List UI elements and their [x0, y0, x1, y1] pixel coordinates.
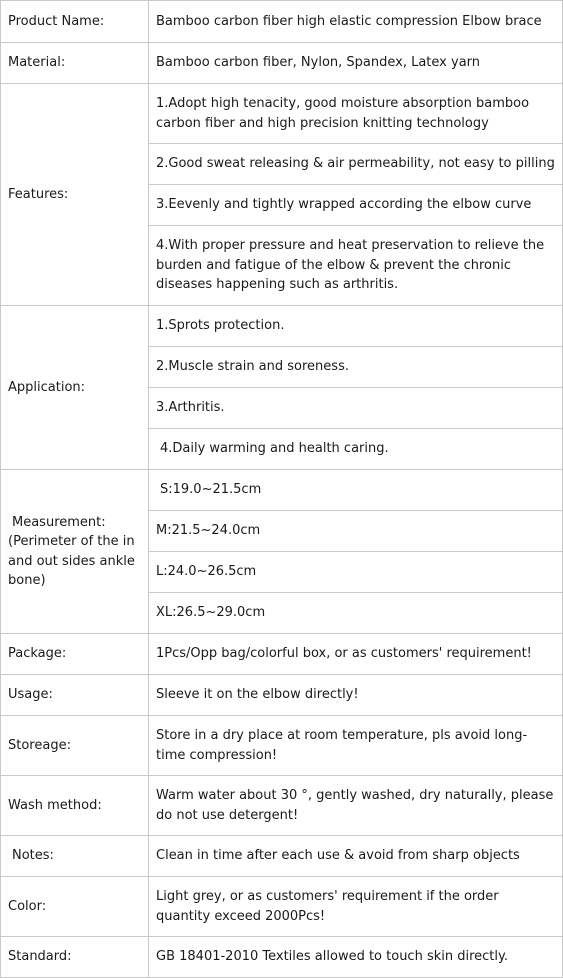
- label-notes-text: Notes:: [12, 848, 54, 864]
- value-material: Bamboo carbon fiber, Nylon, Spandex, Latex yarn: [149, 43, 563, 84]
- label-storeage: Storeage:: [1, 716, 149, 776]
- value-measurement-s-text: S:19.0~21.5cm: [160, 482, 262, 498]
- value-application-4: [149, 429, 563, 470]
- label-features: Features:: [1, 84, 149, 306]
- label-measurement-note: (Perimeter of the in and out sides ankle bone): [8, 534, 135, 588]
- value-color: Light grey, or as customers' requirement if the order quantity exceed 2000Pcs!: [149, 877, 563, 937]
- label-material: Material:: [1, 43, 149, 84]
- value-features-3: 3.Eevenly and tightly wrapped according the elbow curve: [149, 185, 563, 226]
- value-storeage: Store in a dry place at room temperature, pls avoid long-time compression!: [149, 716, 563, 776]
- label-usage: Usage:: [1, 675, 149, 716]
- row-package: [1, 634, 563, 675]
- label-standard: Standard:: [1, 937, 149, 978]
- label-notes: [1, 836, 149, 877]
- row-standard: [1, 937, 563, 978]
- value-features-2: 2.Good sweat releasing & air permeability, not easy to pilling: [149, 144, 563, 185]
- row-material: [1, 43, 563, 84]
- label-application: Application:: [1, 306, 149, 470]
- row-measurement: [1, 470, 563, 511]
- value-wash-method: Warm water about 30 °, gently washed, dry naturally, please do not use detergent!: [149, 776, 563, 836]
- row-application: [1, 306, 563, 347]
- label-wash-method: Wash method:: [1, 776, 149, 836]
- label-measurement-title: Measurement:: [12, 514, 106, 530]
- value-features-1: 1.Adopt high tenacity, good moisture absorption bamboo carbon fiber and high precision knitting technology: [149, 84, 563, 144]
- value-application-4-text: 4.Daily warming and health caring.: [160, 441, 389, 457]
- value-standard: GB 18401-2010 Textiles allowed to touch skin directly.: [149, 937, 563, 978]
- value-measurement-xl: XL:26.5~29.0cm: [149, 593, 563, 634]
- row-color: [1, 877, 563, 937]
- value-features-4: 4.With proper pressure and heat preservation to relieve the burden and fatigue of the elbow & prevent the chronic diseases happening such as arthritis.: [149, 226, 563, 306]
- value-package: 1Pcs/Opp bag/colorful box, or as customers' requirement!: [149, 634, 563, 675]
- row-wash-method: [1, 776, 563, 836]
- value-notes: Clean in time after each use & avoid from sharp objects: [149, 836, 563, 877]
- label-package: Package:: [1, 634, 149, 675]
- value-application-2: 2.Muscle strain and soreness.: [149, 347, 563, 388]
- label-product-name: Product Name:: [1, 1, 149, 43]
- row-notes: [1, 836, 563, 877]
- value-measurement-l: L:24.0~26.5cm: [149, 552, 563, 593]
- row-storeage: [1, 716, 563, 776]
- value-measurement-m: M:21.5~24.0cm: [149, 511, 563, 552]
- row-product-name: [1, 1, 563, 43]
- label-measurement: [1, 470, 149, 634]
- row-features: [1, 84, 563, 144]
- value-application-3: 3.Arthritis.: [149, 388, 563, 429]
- value-application-1: 1.Sprots protection.: [149, 306, 563, 347]
- label-color: Color:: [1, 877, 149, 937]
- value-measurement-s: [149, 470, 563, 511]
- value-product-name: Bamboo carbon fiber high elastic compression Elbow brace: [149, 1, 563, 43]
- row-usage: [1, 675, 563, 716]
- value-usage: Sleeve it on the elbow directly!: [149, 675, 563, 716]
